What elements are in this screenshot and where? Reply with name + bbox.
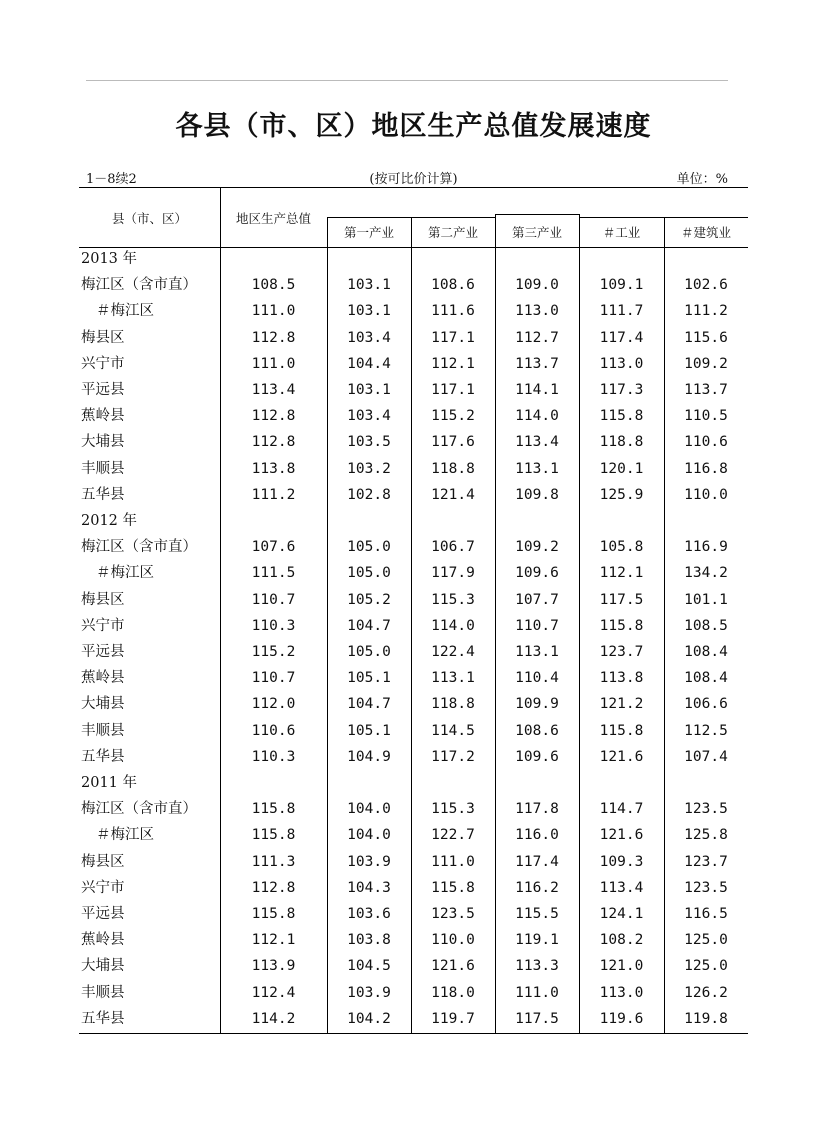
cell-secondary: 119.7 [431, 1010, 475, 1027]
cell-primary: 103.6 [347, 906, 391, 922]
cell-construction: 119.8 [684, 1010, 728, 1027]
cell-secondary: 117.9 [431, 565, 475, 582]
cell-industry: 117.3 [599, 382, 644, 398]
cell-gdp: 111.0 [251, 355, 296, 372]
cell-tertiary: 107.7 [515, 591, 559, 608]
cell-gdp: 110.3 [251, 617, 296, 634]
cell-gdp: 115.8 [251, 801, 296, 818]
row-label: 梅县区 [81, 591, 125, 608]
cell-construction: 116.9 [684, 539, 728, 556]
cell-construction: 102.6 [684, 277, 728, 294]
cell-primary: 105.1 [347, 722, 391, 739]
cell-tertiary: 111.0 [515, 984, 559, 1001]
cell-construction: 109.2 [684, 355, 728, 372]
cell-construction: 116.5 [684, 906, 728, 922]
header-industry: ＃工业 [602, 225, 641, 240]
cell-secondary: 110.0 [431, 932, 475, 949]
cell-gdp: 112.1 [251, 932, 296, 949]
cell-construction: 123.5 [684, 879, 728, 896]
cell-gdp: 112.8 [251, 879, 296, 896]
cell-gdp: 111.3 [251, 853, 296, 870]
cell-gdp: 115.2 [251, 644, 296, 660]
cell-secondary: 118.8 [431, 460, 475, 477]
header-tertiary: 第三产业 [511, 225, 562, 240]
cell-primary: 103.1 [347, 277, 391, 294]
cell-tertiary: 113.1 [515, 644, 559, 660]
cell-gdp: 115.8 [251, 906, 296, 922]
cell-secondary: 115.2 [431, 408, 475, 425]
cell-gdp: 113.8 [251, 460, 296, 477]
unit-label: 单位：% [676, 172, 728, 187]
row-label: ＃梅江区 [96, 827, 154, 844]
cell-gdp: 115.8 [251, 827, 296, 844]
cell-industry: 109.3 [599, 853, 644, 870]
cell-primary: 104.3 [347, 879, 391, 896]
cell-tertiary: 110.7 [515, 617, 559, 634]
cell-tertiary: 110.4 [515, 670, 559, 687]
cell-tertiary: 109.6 [515, 748, 559, 765]
table-top-rule [79, 187, 748, 188]
cell-tertiary: 116.2 [515, 879, 559, 896]
cell-industry: 113.0 [599, 355, 644, 372]
cell-industry: 123.7 [599, 644, 644, 660]
cell-secondary: 114.5 [431, 722, 475, 739]
cell-primary: 105.0 [347, 565, 391, 582]
cell-primary: 104.0 [347, 801, 391, 818]
cell-tertiary: 117.8 [515, 801, 559, 818]
row-label: 梅江区（含市直） [81, 539, 197, 556]
cell-construction: 134.2 [684, 565, 728, 582]
row-label: 兴宁市 [81, 617, 125, 634]
cell-primary: 105.0 [347, 539, 391, 556]
cell-tertiary: 117.5 [515, 1010, 559, 1027]
cell-industry: 113.8 [599, 670, 644, 687]
cell-primary: 104.0 [347, 827, 391, 844]
cell-primary: 103.4 [347, 329, 391, 346]
cell-primary: 102.8 [347, 486, 391, 503]
cell-industry: 117.5 [599, 591, 644, 608]
cell-industry: 121.6 [599, 748, 644, 765]
cell-industry: 105.8 [599, 539, 644, 556]
cell-industry: 120.1 [599, 460, 644, 477]
cell-secondary: 117.1 [431, 329, 475, 346]
page-title: 各县（市、区）地区生产总值发展速度 [175, 111, 652, 142]
cell-primary: 105.2 [347, 591, 391, 608]
cell-secondary: 115.3 [431, 591, 475, 608]
cell-secondary: 115.8 [431, 879, 475, 896]
cell-gdp: 111.0 [251, 303, 296, 320]
cell-tertiary: 113.1 [515, 460, 559, 477]
row-label: 平远县 [81, 644, 125, 660]
cell-industry: 119.6 [599, 1010, 644, 1027]
cell-primary: 103.5 [347, 434, 391, 451]
cell-gdp: 110.7 [251, 591, 296, 608]
cell-primary: 103.9 [347, 984, 391, 1001]
cell-gdp: 112.0 [251, 696, 296, 713]
cell-tertiary: 113.4 [515, 434, 559, 451]
row-label: 梅县区 [81, 329, 125, 346]
cell-secondary: 108.6 [431, 277, 475, 294]
cell-industry: 113.4 [599, 879, 644, 896]
cell-tertiary: 109.2 [515, 539, 559, 556]
cell-gdp: 111.2 [251, 486, 296, 503]
cell-primary: 105.1 [347, 670, 391, 687]
header-secondary: 第二产业 [427, 225, 478, 240]
cell-primary: 103.1 [347, 303, 391, 320]
row-label: 平远县 [81, 906, 125, 922]
cell-gdp: 110.7 [251, 670, 296, 687]
cell-industry: 118.8 [599, 434, 644, 451]
row-label: 平远县 [81, 382, 125, 398]
row-label: 大埔县 [81, 696, 125, 713]
row-label: 梅江区（含市直） [81, 801, 197, 818]
cell-gdp: 112.8 [251, 408, 296, 425]
cell-tertiary: 119.1 [515, 932, 559, 949]
row-label: ＃梅江区 [96, 303, 154, 320]
row-label: 蕉岭县 [81, 932, 125, 949]
row-label: 五华县 [81, 1010, 125, 1027]
cell-gdp: 110.6 [251, 722, 296, 739]
cell-primary: 105.0 [347, 644, 391, 660]
cell-industry: 121.6 [599, 827, 644, 844]
header-construction: ＃建筑业 [680, 225, 731, 240]
cell-construction: 112.5 [684, 722, 728, 739]
cell-construction: 101.1 [684, 591, 728, 608]
cell-industry: 124.1 [599, 906, 644, 922]
cell-gdp: 112.8 [251, 329, 296, 346]
year-heading: 2013 年 [81, 251, 138, 267]
cell-construction: 123.7 [684, 853, 728, 870]
cell-construction: 110.6 [684, 434, 728, 451]
row-label: 丰顺县 [81, 984, 125, 1001]
row-label: ＃梅江区 [96, 565, 154, 582]
cell-construction: 107.4 [684, 748, 728, 765]
cell-industry: 113.0 [599, 984, 644, 1001]
row-label: 蕉岭县 [81, 670, 125, 687]
cell-construction: 110.5 [684, 408, 728, 425]
cell-industry: 108.2 [599, 932, 644, 949]
cell-construction: 125.0 [684, 958, 728, 975]
cell-industry: 121.0 [599, 958, 644, 975]
cell-industry: 125.9 [599, 486, 644, 503]
cell-primary: 104.5 [347, 958, 391, 975]
header-bottom-rule [79, 247, 748, 248]
year-heading: 2012 年 [81, 513, 138, 529]
cell-construction: 108.4 [684, 644, 728, 660]
cell-secondary: 118.8 [431, 696, 475, 713]
cell-tertiary: 115.5 [515, 906, 559, 922]
cell-tertiary: 114.1 [515, 382, 559, 398]
cell-gdp: 108.5 [251, 277, 296, 294]
year-heading: 2011 年 [81, 775, 138, 791]
cell-construction: 116.8 [684, 460, 728, 477]
cell-gdp: 112.4 [251, 984, 296, 1001]
cell-gdp: 111.5 [251, 565, 296, 582]
calculation-note: (按可比价计算) [369, 172, 458, 187]
cell-industry: 121.2 [599, 696, 644, 713]
cell-primary: 103.9 [347, 853, 391, 870]
cell-primary: 104.7 [347, 696, 391, 713]
cell-primary: 103.2 [347, 460, 391, 477]
cell-secondary: 111.6 [431, 303, 475, 320]
row-label: 梅县区 [81, 853, 125, 870]
cell-construction: 106.6 [684, 696, 728, 713]
cell-primary: 103.8 [347, 932, 391, 949]
cell-tertiary: 113.3 [515, 958, 559, 975]
cell-construction: 115.6 [684, 329, 728, 346]
cell-secondary: 111.0 [431, 853, 475, 870]
cell-construction: 111.2 [684, 303, 728, 320]
cell-industry: 115.8 [599, 722, 644, 739]
cell-secondary: 112.1 [431, 355, 475, 372]
cell-primary: 104.9 [347, 748, 391, 765]
cell-construction: 108.5 [684, 617, 728, 634]
cell-secondary: 117.6 [431, 434, 475, 451]
row-label: 大埔县 [81, 434, 125, 451]
table-bottom-rule [79, 1033, 748, 1034]
row-label: 大埔县 [81, 958, 125, 975]
row-label: 兴宁市 [81, 355, 125, 372]
cell-secondary: 118.0 [431, 984, 475, 1001]
row-label: 梅江区（含市直） [81, 277, 197, 294]
top-rule [86, 80, 728, 81]
cell-secondary: 113.1 [431, 670, 475, 687]
row-label: 五华县 [81, 748, 125, 765]
cell-construction: 123.5 [684, 801, 728, 818]
cell-secondary: 122.4 [431, 644, 475, 660]
subheader-rule [495, 214, 579, 215]
row-label: 兴宁市 [81, 879, 125, 896]
cell-secondary: 121.6 [431, 958, 475, 975]
cell-construction: 113.7 [684, 382, 728, 398]
header-region: 县（市、区） [111, 211, 187, 226]
cell-primary: 103.1 [347, 382, 391, 398]
cell-construction: 108.4 [684, 670, 728, 687]
cell-tertiary: 109.6 [515, 565, 559, 582]
row-label: 蕉岭县 [81, 408, 125, 425]
cell-primary: 104.7 [347, 617, 391, 634]
header-gdp: 地区生产总值 [235, 211, 311, 226]
cell-secondary: 114.0 [431, 617, 475, 634]
cell-gdp: 113.4 [251, 382, 296, 398]
cell-gdp: 114.2 [251, 1010, 296, 1027]
cell-industry: 117.4 [599, 329, 644, 346]
cell-industry: 114.7 [599, 801, 644, 818]
cell-industry: 112.1 [599, 565, 644, 582]
cell-construction: 125.0 [684, 932, 728, 949]
cell-secondary: 115.3 [431, 801, 475, 818]
cell-secondary: 123.5 [431, 906, 475, 922]
cell-secondary: 117.2 [431, 748, 475, 765]
cell-construction: 110.0 [684, 486, 728, 503]
cell-primary: 104.2 [347, 1010, 391, 1027]
cell-gdp: 110.3 [251, 748, 296, 765]
row-label: 丰顺县 [81, 460, 125, 477]
cell-primary: 104.4 [347, 355, 391, 372]
cell-tertiary: 113.7 [515, 355, 559, 372]
cell-construction: 126.2 [684, 984, 728, 1001]
cell-construction: 125.8 [684, 827, 728, 844]
cell-tertiary: 113.0 [515, 303, 559, 320]
cell-gdp: 113.9 [251, 958, 296, 975]
cell-secondary: 106.7 [431, 539, 475, 556]
cell-secondary: 121.4 [431, 486, 475, 503]
cell-tertiary: 109.9 [515, 696, 559, 713]
cell-tertiary: 116.0 [515, 827, 559, 844]
header-primary: 第一产业 [343, 225, 394, 240]
cell-gdp: 107.6 [251, 539, 296, 556]
cell-tertiary: 117.4 [515, 853, 559, 870]
row-label: 五华县 [81, 486, 125, 503]
cell-tertiary: 108.6 [515, 722, 559, 739]
cell-industry: 115.8 [599, 617, 644, 634]
row-label: 丰顺县 [81, 722, 125, 739]
cell-industry: 109.1 [599, 277, 644, 294]
cell-tertiary: 112.7 [515, 329, 559, 346]
table-id: 1－8续2 [86, 172, 137, 187]
cell-tertiary: 109.0 [515, 277, 559, 294]
cell-gdp: 112.8 [251, 434, 296, 451]
cell-tertiary: 114.0 [515, 408, 559, 425]
cell-industry: 115.8 [599, 408, 644, 425]
cell-secondary: 122.7 [431, 827, 475, 844]
cell-primary: 103.4 [347, 408, 391, 425]
cell-industry: 111.7 [599, 303, 644, 320]
cell-tertiary: 109.8 [515, 486, 559, 503]
cell-secondary: 117.1 [431, 382, 475, 398]
